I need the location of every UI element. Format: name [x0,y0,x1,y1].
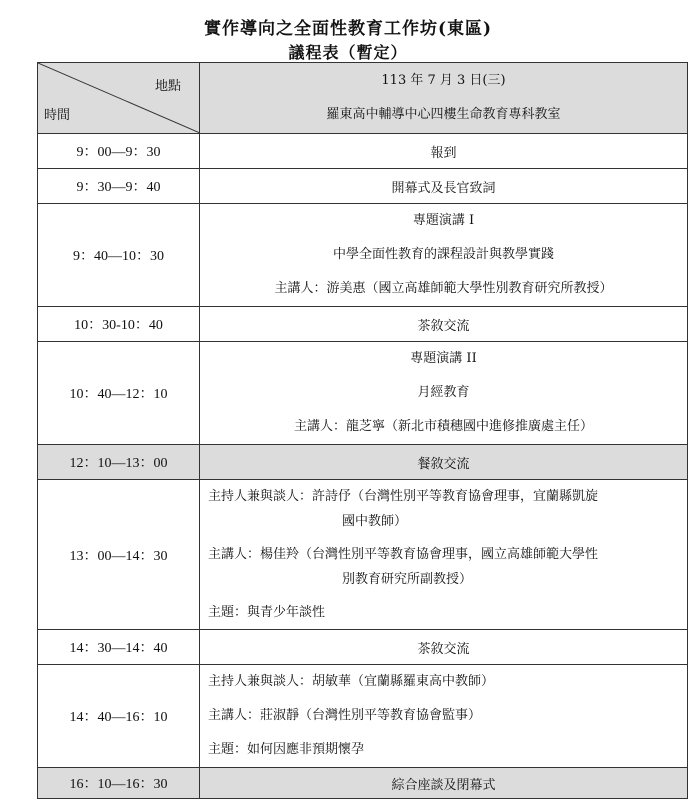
agenda-row [38,307,688,342]
document-title: 實作導向之全面性教育工作坊(東區) [203,19,493,39]
row-content [200,204,688,307]
agenda-row [38,134,688,169]
row-content: 開幕式及長官致詞 [200,169,688,204]
row-content [200,665,688,768]
row-time: 9：30—9：40 [38,169,200,204]
session-title: 專題演講 II [410,351,477,366]
agenda-row [38,768,688,799]
row-content [200,342,688,445]
session-theme: 主題：與青少年談性 [208,605,326,620]
session-speaker-line1: 主講人：楊佳羚（台灣性別平等教育協會理事，國立高雄師範大學性 [208,547,599,562]
row-content: 綜合座談及閉幕式 [200,768,688,799]
agenda-table [37,62,688,799]
row-time: 14：30—14：40 [38,630,200,665]
session-speaker: 主講人：龍芝寧（新北市積穗國中進修推廣處主任） [293,419,593,434]
session-title: 專題演講 I [412,213,475,228]
session-host-line1: 主持人兼與談人：許詩伃（台灣性別平等教育協會理事，宜蘭縣凱旋 [208,489,599,504]
agenda-row [38,445,688,480]
agenda-row [38,665,688,768]
agenda-row [38,480,688,630]
session-speaker: 主講人：莊淑靜（台灣性別平等教育協會監事） [208,708,482,723]
row-time: 12：10—13：00 [38,445,200,480]
session-host [200,480,687,538]
event-venue: 羅東高中輔導中心四樓生命教育專科教室 [326,107,561,122]
session-host: 主持人兼與談人：胡敏華（宜蘭縣羅東高中教師） [208,674,495,689]
agenda-row [38,342,688,445]
row-time: 10：30-10：40 [38,307,200,342]
header-corner-cell [38,63,200,134]
row-time: 16：10—16：30 [38,768,200,799]
agenda-row [38,169,688,204]
session-topic: 中學全面性教育的課程設計與教學實踐 [332,247,554,262]
row-time: 14：40—16：10 [38,665,200,768]
agenda-row [38,204,688,307]
row-time: 13：00—14：30 [38,480,200,630]
header-row [38,63,688,134]
session-theme: 主題：如何因應非預期懷孕 [208,742,365,757]
session-speaker-line2: 別教育研究所副教授） [342,572,473,587]
session-topic: 月經教育 [417,385,470,400]
session-speaker: 主講人：游美惠（國立高雄師範大學性別教育研究所教授） [274,281,613,296]
session-speaker [200,538,687,596]
row-content: 茶敘交流 [200,307,688,342]
row-time: 9：40—10：30 [38,204,200,307]
row-time: 9：00—9：30 [38,134,200,169]
row-time: 10：40—12：10 [38,342,200,445]
agenda-row [38,630,688,665]
session-host-line2: 國中教師） [342,514,408,529]
location-label: 地點 [154,79,181,94]
time-label: 時間 [44,108,71,123]
event-date: 113 年 7 月 3 日(三) [381,73,506,88]
row-content: 茶敘交流 [200,630,688,665]
row-content: 報到 [200,134,688,169]
row-content: 餐敘交流 [200,445,688,480]
document-subtitle: 議程表（暫定） [288,43,408,62]
header-info-cell [200,63,688,134]
row-content [200,480,688,630]
